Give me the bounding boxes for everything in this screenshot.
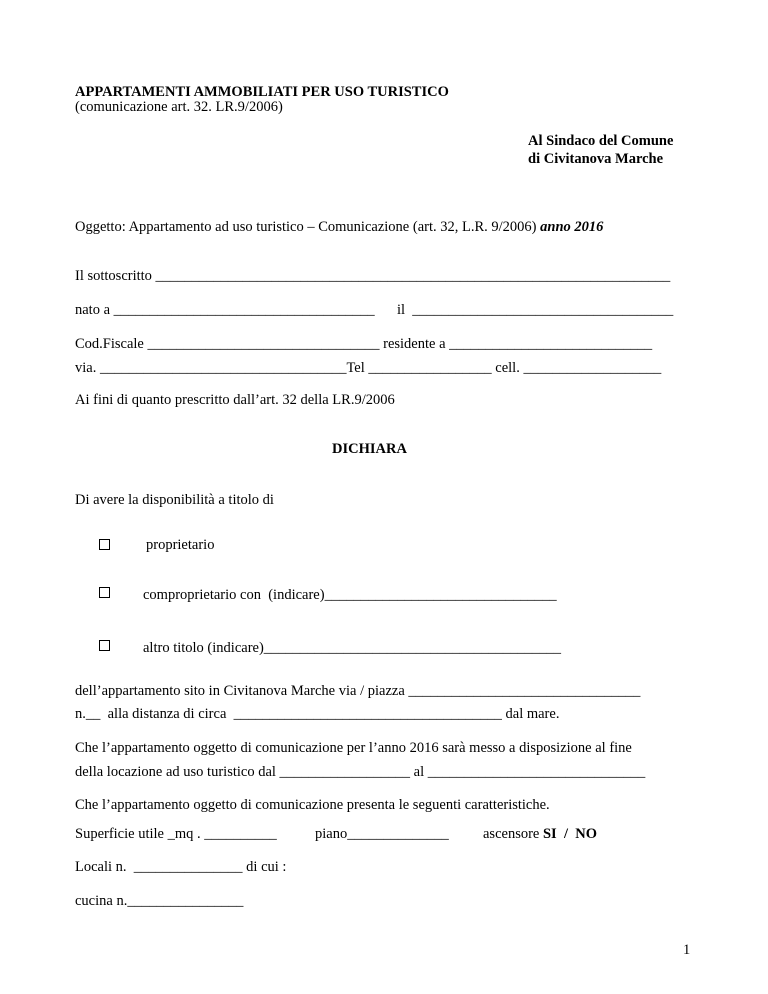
checkbox-altro-titolo[interactable] bbox=[99, 640, 110, 651]
cucina-field[interactable]: cucina n.________________ bbox=[75, 893, 244, 909]
checkbox-comproprietario[interactable] bbox=[99, 587, 110, 598]
recipient-line-2: di Civitanova Marche bbox=[528, 151, 664, 167]
codfiscale-residenza-field[interactable]: Cod.Fiscale ________________________________ residente a ____________________________ bbox=[75, 336, 653, 352]
caratteristiche-intro: Che l’appartamento oggetto di comunicazione presenta le seguenti caratteristiche. bbox=[75, 797, 550, 813]
checkbox-proprietario[interactable] bbox=[99, 539, 110, 550]
subject-year: anno 2016 bbox=[540, 219, 604, 235]
ascensore-label: ascensore bbox=[483, 826, 543, 842]
nato-a-field[interactable]: nato a ____________________________________ bbox=[75, 302, 375, 318]
disponibilita-intro: Di avere la disponibilità a titolo di bbox=[75, 492, 274, 508]
option-proprietario-label: proprietario bbox=[146, 537, 215, 553]
disposizione-text: Che l’appartamento oggetto di comunicazione per l’anno 2016 sarà messo a disposizione al fine bbox=[75, 740, 632, 756]
ascensore-options[interactable]: SI / NO bbox=[542, 826, 597, 842]
locali-field[interactable]: Locali n. _______________ di cui : bbox=[75, 859, 287, 875]
distanza-mare-field[interactable]: n.__ alla distanza di circa _____________________________________ dal mare. bbox=[75, 706, 560, 722]
document-subtitle: (comunicazione art. 32. LR.9/2006) bbox=[75, 99, 283, 115]
subject-line bbox=[75, 219, 603, 236]
page-number: 1 bbox=[683, 942, 691, 958]
superficie-field[interactable]: Superficie utile _mq . __________ bbox=[75, 826, 277, 842]
data-nascita-field[interactable]: il ____________________________________ bbox=[397, 302, 674, 318]
recipient-line-1: Al Sindaco del Comune bbox=[528, 133, 674, 149]
periodo-locazione-field[interactable]: della locazione ad uso turistico dal __________________ al ______________________________ bbox=[75, 764, 646, 780]
ascensore-field bbox=[483, 826, 597, 843]
option-comproprietario-label: comproprietario con (indicare)________________________________ bbox=[143, 587, 557, 603]
dichiara-heading: DICHIARA bbox=[332, 441, 407, 457]
subject-text: Oggetto: Appartamento ad uso turistico – Comunicazione (art. 32, L.R. 9/2006) bbox=[75, 219, 541, 235]
via-tel-cell-field[interactable]: via. __________________________________Tel _________________ cell. ___________________ bbox=[75, 360, 662, 376]
appartamento-indirizzo-field[interactable]: dell’appartamento sito in Civitanova Marche via / piazza ________________________________ bbox=[75, 683, 641, 699]
ai-fini-text: Ai fini di quanto prescritto dall’art. 32 della LR.9/2006 bbox=[75, 392, 395, 408]
sottoscritto-field[interactable]: Il sottoscritto _______________________________________________________________________ bbox=[75, 268, 671, 284]
document-title: APPARTAMENTI AMMOBILIATI PER USO TURISTICO bbox=[75, 84, 449, 100]
option-altro-titolo-label: altro titolo (indicare)_________________________________________ bbox=[143, 640, 562, 656]
piano-field[interactable]: piano______________ bbox=[315, 826, 449, 842]
